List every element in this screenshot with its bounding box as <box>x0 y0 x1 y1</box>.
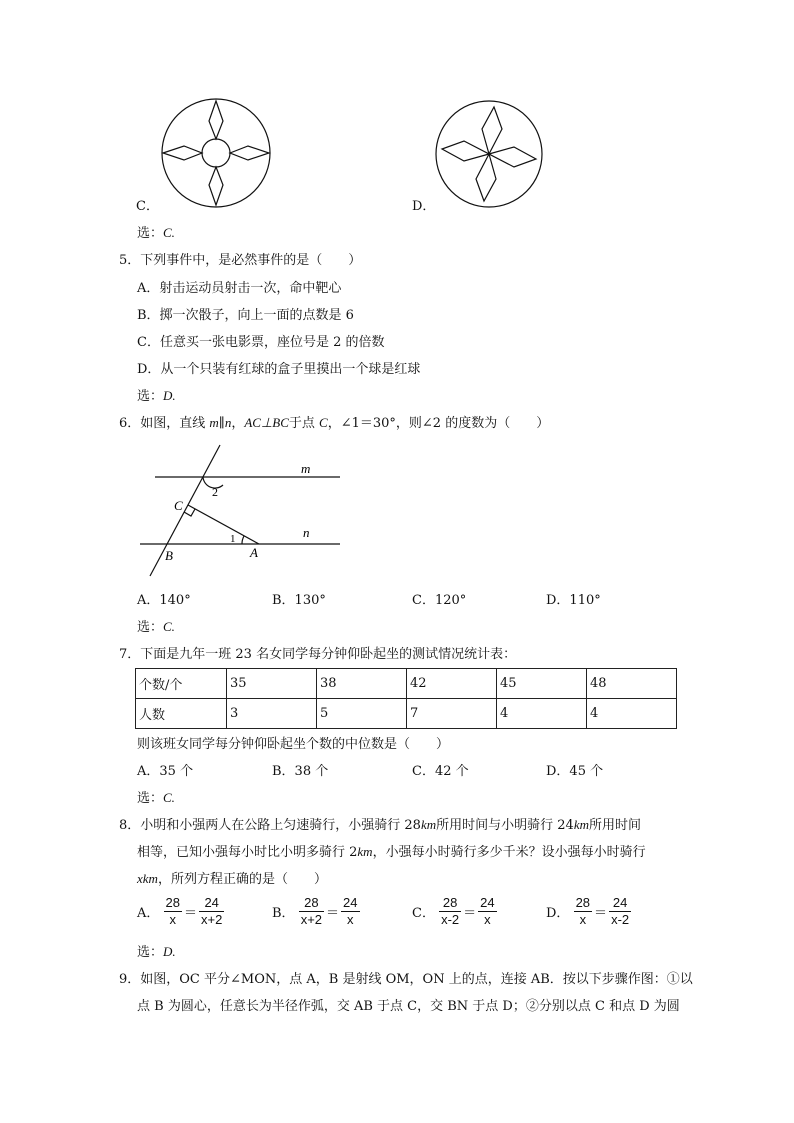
fig-label-1: 1 <box>230 533 236 545</box>
q5-stem: 5．下列事件中，是必然事件的是（ ） <box>119 253 362 268</box>
fig-label-2: 2 <box>212 485 218 499</box>
table-cell: 38 <box>317 669 407 699</box>
q6-option-b: B．130° <box>272 593 326 608</box>
q7-option-d: D．45 个 <box>546 764 604 779</box>
fig-label-B: B <box>165 548 173 563</box>
q6-option-a: A．140° <box>137 593 191 608</box>
q8-answer: 选：D. <box>137 944 176 960</box>
q6-answer: 选：C. <box>137 619 175 635</box>
figure-c <box>160 97 272 209</box>
table-cell: 7 <box>407 699 497 729</box>
q6-option-c: C．120° <box>412 593 467 608</box>
q8-line-1: 8．小明和小强两人在公路上匀速骑行，小强骑行 28km所用时间与小明骑行 24km所用时间 <box>119 817 641 833</box>
table-cell: 45 <box>497 669 587 699</box>
q8-line-3: xkm，所列方程正确的是（ ） <box>137 871 327 887</box>
table-cell: 3 <box>227 699 317 729</box>
q5-answer: 选：D. <box>137 388 176 404</box>
table-row <box>136 699 677 729</box>
q7-question: 则该班女同学每分钟仰卧起坐个数的中位数是（ ） <box>137 737 450 752</box>
q8-line-2: 相等，已知小强每小时比小明多骑行 2km，小强每小时骑行多少千米？设小强每小时骑行 <box>137 844 646 860</box>
figure-d-label: D． <box>412 199 436 214</box>
table-cell: 42 <box>407 669 497 699</box>
figure-c-label: C． <box>136 199 159 214</box>
q8-option-c: C． $\frac{28}{x-2}$ ＝ $\frac{24}{x}$ <box>412 895 495 927</box>
q6-stem: 6．如图，直线 m∥n，AC⊥BC于点 C，∠1＝30°，则∠2 的度数为（ ） <box>119 415 550 431</box>
table-cell: 人数 <box>136 699 227 729</box>
q7-answer: 选：C. <box>137 790 175 806</box>
fig-label-C: C <box>174 498 183 513</box>
q6-option-d: D．110° <box>546 593 601 608</box>
table-cell: 35 <box>227 669 317 699</box>
q5-option-c: C．任意买一张电影票，座位号是 2 的倍数 <box>137 335 385 350</box>
fig-label-n: n <box>303 525 310 540</box>
fig-label-A: A <box>250 545 258 560</box>
q8-option-a: A． $\frac{28}{x}$ ＝ $\frac{24}{x+2}$ <box>137 895 223 927</box>
q4-answer: 选：C. <box>137 225 175 241</box>
table-cell: 4 <box>497 699 587 729</box>
q9-line-2: 点 B 为圆心，任意长为半径作弧，交 AB 于点 C，交 BN 于点 D；②分别以点 C 和点 D 为圆 <box>137 999 680 1014</box>
q7-stem: 7．下面是九年一班 23 名女同学每分钟仰卧起坐的测试情况统计表： <box>119 647 517 662</box>
table-cell: 4 <box>587 699 677 729</box>
q8-option-b: B． $\frac{28}{x+2}$ ＝ $\frac{24}{x}$ <box>272 895 358 927</box>
q5-option-d: D．从一个只装有红球的盒子里摸出一个球是红球 <box>137 362 421 377</box>
figure-d <box>434 99 544 209</box>
q5-option-a: A．射击运动员射击一次，命中靶心 <box>137 281 342 296</box>
q7-option-a: A．35 个 <box>137 764 194 779</box>
table-cell: 个数/个 <box>136 669 227 699</box>
q7-stats-table <box>135 668 677 729</box>
q9-line-1: 9．如图，OC 平分∠MON，点 A，B 是射线 OM，ON 上的点，连接 AB．按以下步骤作图：①以 <box>119 972 693 987</box>
table-row <box>136 669 677 699</box>
table-cell: 5 <box>317 699 407 729</box>
table-cell: 48 <box>587 669 677 699</box>
fig-label-m: m <box>301 461 311 476</box>
q8-option-d: D． $\frac{28}{x}$ ＝ $\frac{24}{x-2}$ <box>546 895 630 927</box>
q7-option-c: C．42 个 <box>412 764 469 779</box>
q7-option-b: B．38 个 <box>272 764 329 779</box>
q5-option-b: B．掷一次骰子，向上一面的点数是 6 <box>137 308 354 323</box>
q6-figure <box>135 440 355 580</box>
